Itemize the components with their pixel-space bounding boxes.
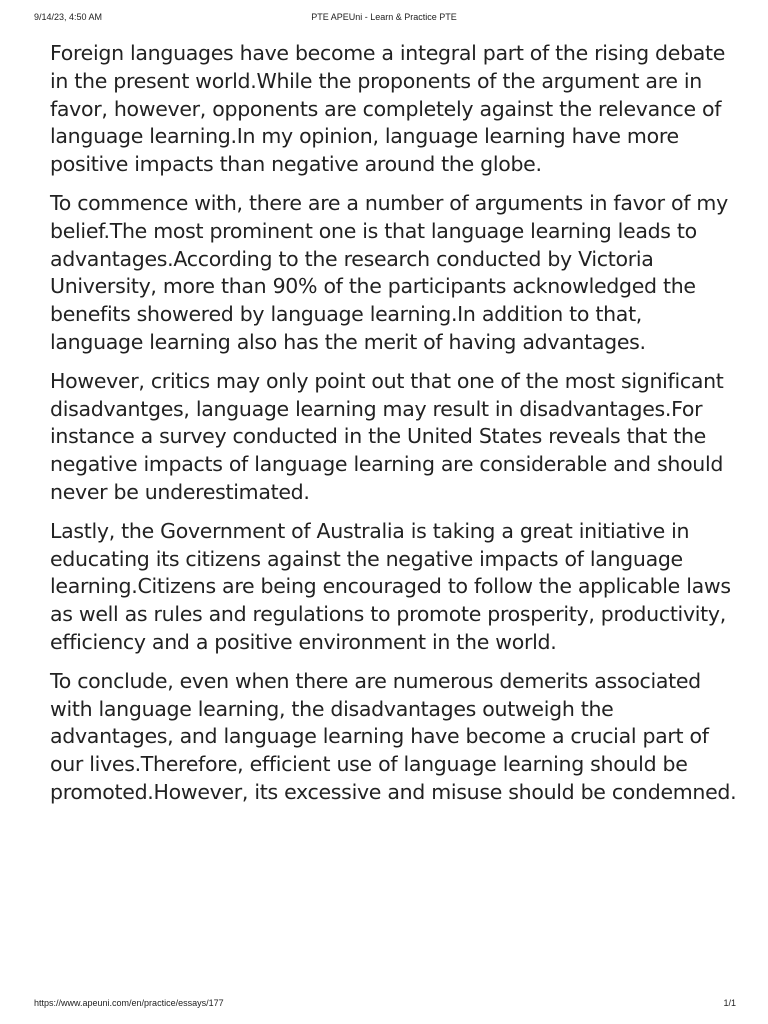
print-datetime: 9/14/23, 4:50 AM	[34, 12, 103, 22]
print-footer	[0, 998, 768, 1012]
essay-paragraph-intro: Foreign languages have become a integral part of the rising debate in the present world.While the proponents of the argument are in favor, however, opponents are completely against the relevance of language learning.In my opinion, language learning have more positive impacts than negative around the globe.	[50, 41, 726, 177]
page-number: 1/1	[723, 998, 736, 1008]
page-title: PTE APEUni - Learn & Practice PTE	[311, 12, 457, 22]
essay-paragraph-body-3: Lastly, the Government of Australia is taking a great initiative in educating its citizens against the negative impacts of language learning.Citizens are being encouraged to follow the applicable laws as well as rules and regulations to promote prosperity, productivity, efficiency and a positive environment in the world.	[50, 518, 731, 654]
essay-paragraph-body-1: To commence with, there are a number of arguments in favor of my belief.The most prominent one is that language learning leads to advantages.According to the research conducted by Victoria University, more than 90% of the participants acknowledged the benefits showered by language learning.In addition to that, language learning also has the merit of having advantages.	[50, 190, 728, 354]
essay-paragraph-conclusion: To conclude, even when there are numerous demerits associated with language learning, the disadvantages outweigh the advantages, and language learning have become a crucial part of our lives.Therefore, efficient use of language learning should be promoted.However, its excessive and misuse should be condemned.	[50, 668, 737, 804]
print-header	[0, 12, 768, 26]
page-url: https://www.apeuni.com/en/practice/essays/177	[34, 998, 224, 1008]
essay-paragraph-body-2: However, critics may only point out that one of the most significant disadvantges, language learning may result in disadvantages.For instance a survey conducted in the United States reveals that the negative impacts of language learning are considerable and should never be underestimated.	[50, 368, 724, 504]
essay-body	[50, 40, 740, 818]
